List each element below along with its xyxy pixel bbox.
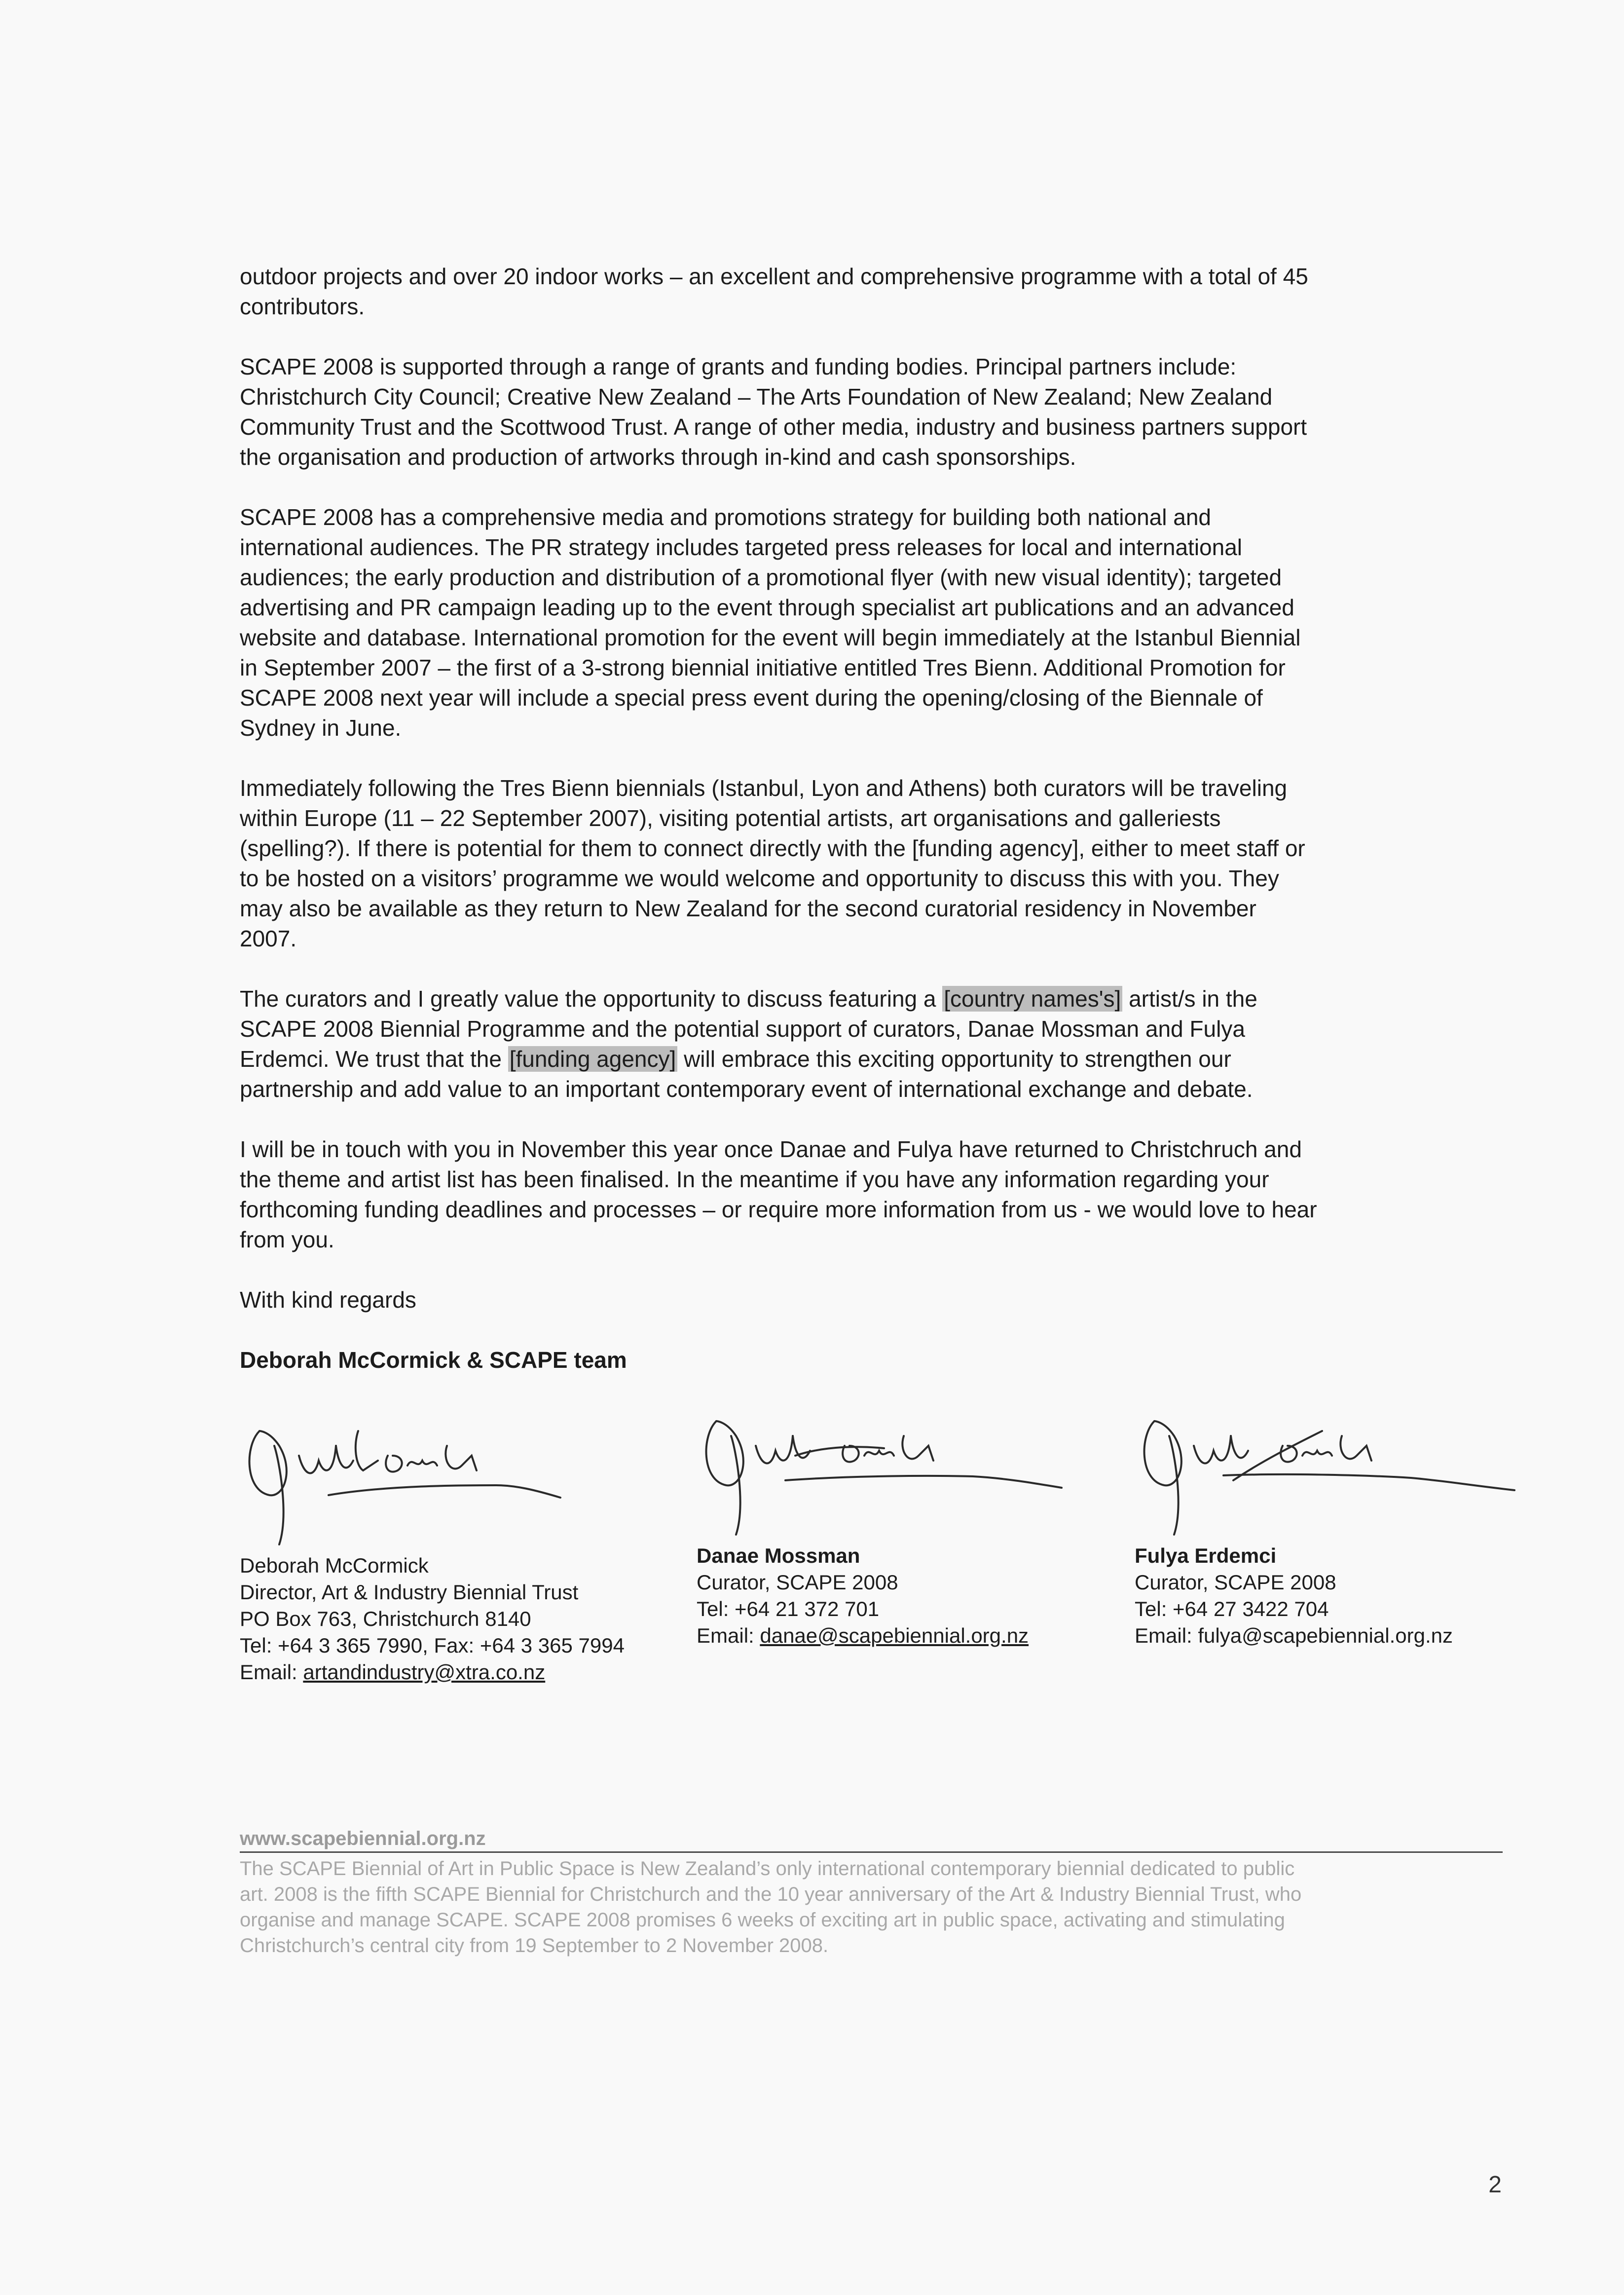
signatory-email-line (240, 1659, 625, 1686)
signatory-title: Curator, SCAPE 2008 (1135, 1571, 1336, 1594)
signature-image (1135, 1401, 1519, 1540)
signatory-danae (697, 1401, 1081, 1649)
closing-salutation: With kind regards (240, 1287, 416, 1313)
letter-body (240, 262, 1473, 1375)
paragraph-5 (240, 984, 1473, 1104)
highlight-funding-agency: [funding agency] (508, 1046, 678, 1072)
paragraph-1: outdoor projects and over 20 indoor works – an excellent and comprehensive programme with a total of 45 contributors. (240, 263, 1308, 319)
signatory-deborah (240, 1401, 625, 1686)
footer-website[interactable]: www.scapebiennial.org.nz (240, 1828, 486, 1849)
signatory-title: Curator, SCAPE 2008 (697, 1571, 898, 1594)
email-label: Email: (1135, 1624, 1198, 1647)
signatory-fulya (1135, 1401, 1519, 1649)
signatory-email-line (697, 1622, 1081, 1649)
paragraph-2: SCAPE 2008 is supported through a range of grants and funding bodies. Principal partners include: Christchurch City Council; Creative New Zealand – The Arts Foundation of New Zealand; New Zealand Community Trust and the Scottwood Trust. A range of other media, industry and business partners support the organisation and production of artworks through in-kind and cash sponsorships. (240, 354, 1307, 470)
paragraph-5-text-3: will embrace this exciting opportunity to strengthen our partnership and add value to an important contemporary event of international exchange and debate. (240, 1046, 1253, 1102)
email-label: Email: (697, 1624, 760, 1647)
signatory-email-line (1135, 1622, 1519, 1649)
signatory-phone: Tel: +64 3 365 7990, Fax: +64 3 365 7994 (240, 1634, 625, 1657)
paragraph-6: I will be in touch with you in November this year once Danae and Fulya have returned to Christchruch and the theme and artist list has been finalised. In the meantime if you have any information regarding your forthcoming funding deadlines and processes – or require more information from us - we would love to hear from you. (240, 1136, 1317, 1252)
email-link[interactable]: artandindustry@xtra.co.nz (303, 1660, 546, 1684)
signature-image (697, 1401, 1081, 1540)
page-number: 2 (1488, 2172, 1502, 2198)
paragraph-3: SCAPE 2008 has a comprehensive media and promotions strategy for building both national and international audiences. The PR strategy includes targeted press releases for local and international audiences; the early production and distribution of a promotional flyer (with new visual identity); targeted advertising and PR campaign leading up to the event through specialist art publications and an advanced website and database. International promotion for the event will begin immediately at the Istanbul Biennial in September 2007 – the first of a 3-strong biennial initiative entitled Tres Bienn. Additional Promotion for SCAPE 2008 next year will include a special press event during the opening/closing of the Biennale of Sydney in June. (240, 504, 1301, 741)
highlight-country-name: [country names's] (942, 986, 1122, 1012)
footer-description: The SCAPE Biennial of Art in Public Space is New Zealand’s only international contemporary biennial dedicated to public art. 2008 is the fifth SCAPE Biennial for Christchurch and the 10 year anniversary of the Art & Industry Biennial Trust, who organise and manage SCAPE. SCAPE 2008 promises 6 weeks of exciting art in public space, activating and stimulating Christchurch’s central city from 19 September to 2 November 2008. (240, 1858, 1302, 1956)
signatory-title: Director, Art & Industry Biennial Trust (240, 1580, 579, 1604)
signatory-phone: Tel: +64 21 372 701 (697, 1597, 880, 1620)
letterhead-footer (240, 1826, 1503, 1958)
signature-image (240, 1401, 575, 1549)
signatory-address: PO Box 763, Christchurch 8140 (240, 1607, 531, 1630)
signatory-name: Fulya Erdemci (1135, 1544, 1277, 1567)
email-label: Email: (240, 1660, 303, 1684)
email-link[interactable]: fulya@scapebiennial.org.nz (1198, 1624, 1453, 1647)
sender-team: Deborah McCormick & SCAPE team (240, 1347, 627, 1373)
footer-divider (240, 1851, 1503, 1853)
signatory-phone: Tel: +64 27 3422 704 (1135, 1597, 1329, 1620)
signatory-name: Danae Mossman (697, 1544, 860, 1567)
paragraph-4: Immediately following the Tres Bienn biennials (Istanbul, Lyon and Athens) both curators will be traveling within Europe (11 – 22 September 2007), visiting potential artists, art organisations and galleriests (spelling?). If there is potential for them to connect directly with the [funding agency], either to meet staff or to be hosted on a visitors’ programme we would welcome and opportunity to discuss this with you. They may also be available as they return to New Zealand for the second curatorial residency in November 2007. (240, 775, 1305, 951)
email-link[interactable]: danae@scapebiennial.org.nz (760, 1624, 1029, 1647)
signatory-name: Deborah McCormick (240, 1554, 429, 1577)
paragraph-5-text-2: artist/s in the SCAPE 2008 Biennial Programme and the potential support of curators, Danae Mossman and Fulya Erdemci. We trust that the (240, 986, 1257, 1072)
paragraph-5-text-1: The curators and I greatly value the opportunity to discuss featuring a (240, 986, 943, 1012)
